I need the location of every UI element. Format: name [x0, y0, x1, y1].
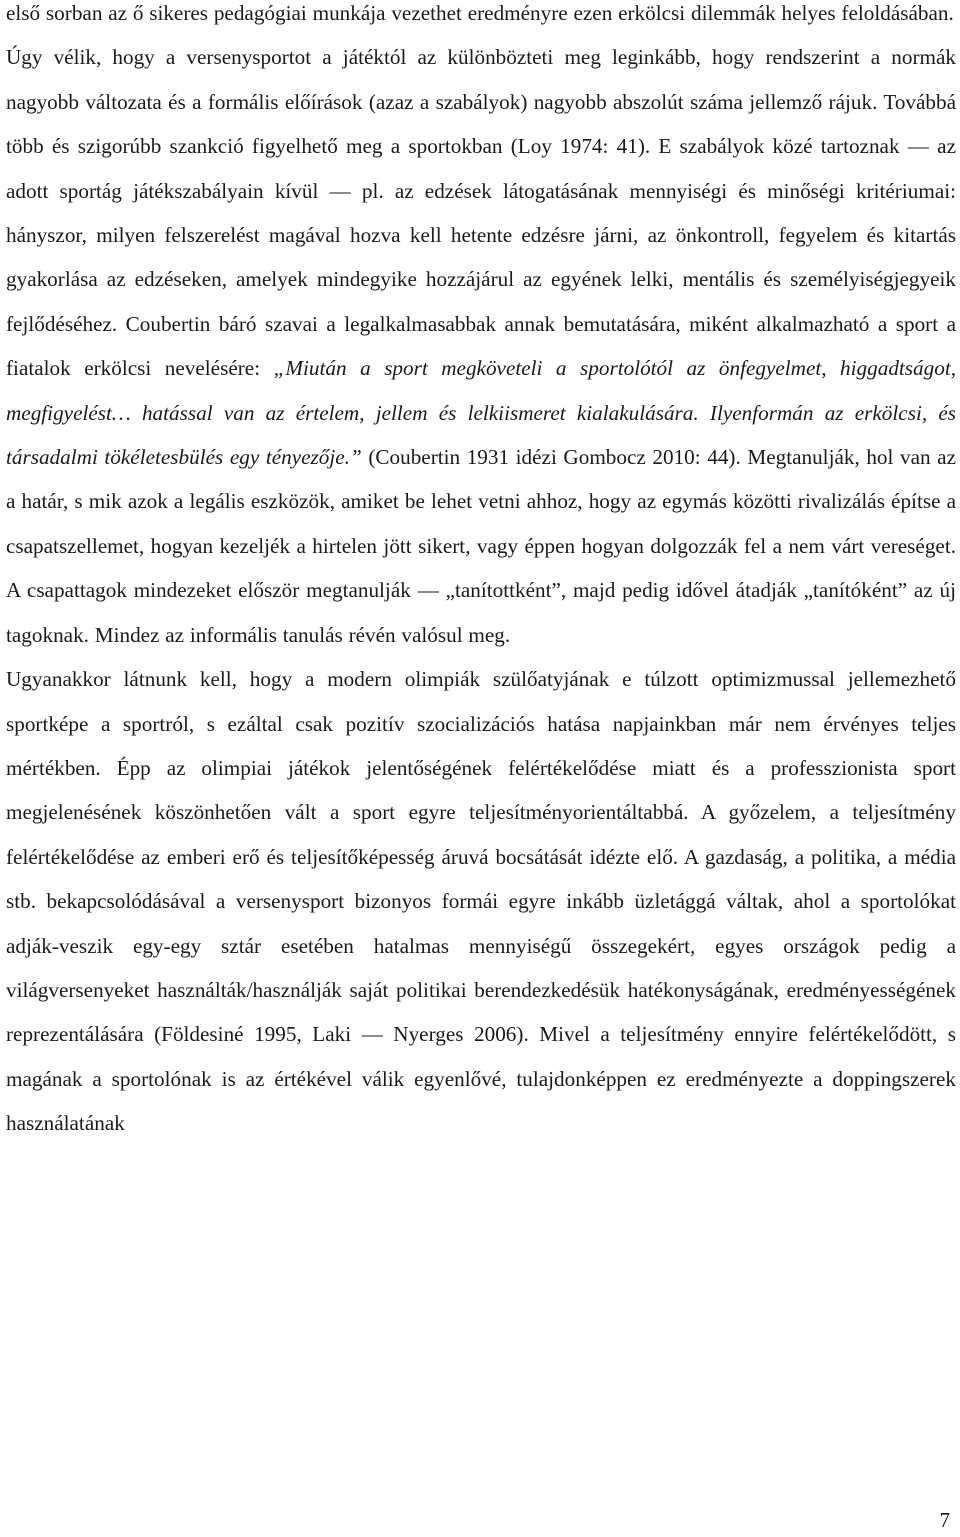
paragraph-2-text-a: Úgy vélik, hogy a versenysportot a játéktól az különbözteti meg leginkább, hogy rendszerint a normák nagyobb változata és a formális előírások (azaz a szabályok) nagyobb abszolút száma jellemző rájuk. Továbbá több és szigorúbb szankció figyelhető meg a sportokban (Loy 1974: 41). E szabályok közé tartoznak — az adott sportág játékszabályain kívül — pl. az edzések látogatásának mennyiségi és minőségi kritériumai: hányszor, milyen felszerelést magával hozva kell hetente edzésre járni, az önkontroll, fegyelem és kitartás gyakorlása az edzéseken, amelyek mindegyike hozzájárul az egyének lelki, mentális és személyiségjegyeik fejlődéséhez. Coubertin báró szavai a legalkalmasabbak annak bemutatására, miként alkalmazható a sport a fiatalok erkölcsi nevelésére: [6, 45, 956, 381]
coubertin-quote: „Miután a sport megköveteli a sportolótól az önfegyelmet, higgadtságot, megfigyelést… hatással van az értelem, jellem és lelkiismeret kialakulására. Ilyenformán az erkölcsi, és társadalmi tökéletesbülés egy tényezője.” [6, 356, 957, 470]
paragraph-1-text: első sorban az ő sikeres pedagógiai munkája vezethet eredményre ezen erkölcsi dilemmák helyes feloldásában. [6, 1, 954, 25]
document-page [6, 0, 956, 1146]
page-number: 7 [939, 1508, 950, 1532]
paragraph-3-text: Ugyanakkor látnunk kell, hogy a modern olimpiák szülőatyjának e túlzott optimizmussal jellemezhető sportképe a sportról, s ezáltal csak pozitív szocializációs hatása napjainkban már nem érvényes teljes mértékben. Épp az olimpiai játékok jelentőségének felértékelődése miatt és a professzionista sport megjelenésének köszönhetően vált a sport egyre teljesítményorientáltabbá. A győzelem, a teljesítmény felértékelődése az emberi erő és teljesítőképesség áruvá bocsátását idézte elő. A gazdaság, a politika, a média stb. bekapcsolódásával a versenysport bizonyos formái egyre inkább üzletággá váltak, ahol a sportolókat adják-veszik egy-egy sztár esetében hatalmas mennyiségű összegekért, egyes országok pedig a világversenyeket használták/használják saját politikai berendezkedésük hatékonyságának, eredményességének reprezentálására (Földesiné 1995, Laki — Nyerges 2006). Mivel a teljesítmény ennyire felértékelődött, s magának a sportolónak is az értékével válik egyenlővé, tulajdonképpen ez eredményezte a doppingszerek használatának [6, 667, 956, 1136]
paragraph-1 [6, 0, 956, 35]
paragraph-2 [6, 35, 956, 657]
paragraph-3 [6, 657, 956, 1145]
paragraph-2-text-b: (Coubertin 1931 idézi Gombocz 2010: 44). Megtanulják, hol van az a határ, s mik azok a legális eszközök, amiket be lehet vetni ahhoz, hogy az egymás közötti rivalizálás építse a csapatszellemet, hogyan kezeljék a hirtelen jött sikert, vagy éppen hogyan dolgozzák fel a nem várt vereséget. A csapattagok mindezeket először megtanulják — „tanítottként”, majd pedig idővel átadják „tanítóként” az új tagoknak. Mindez az informális tanulás révén valósul meg. [6, 445, 956, 647]
